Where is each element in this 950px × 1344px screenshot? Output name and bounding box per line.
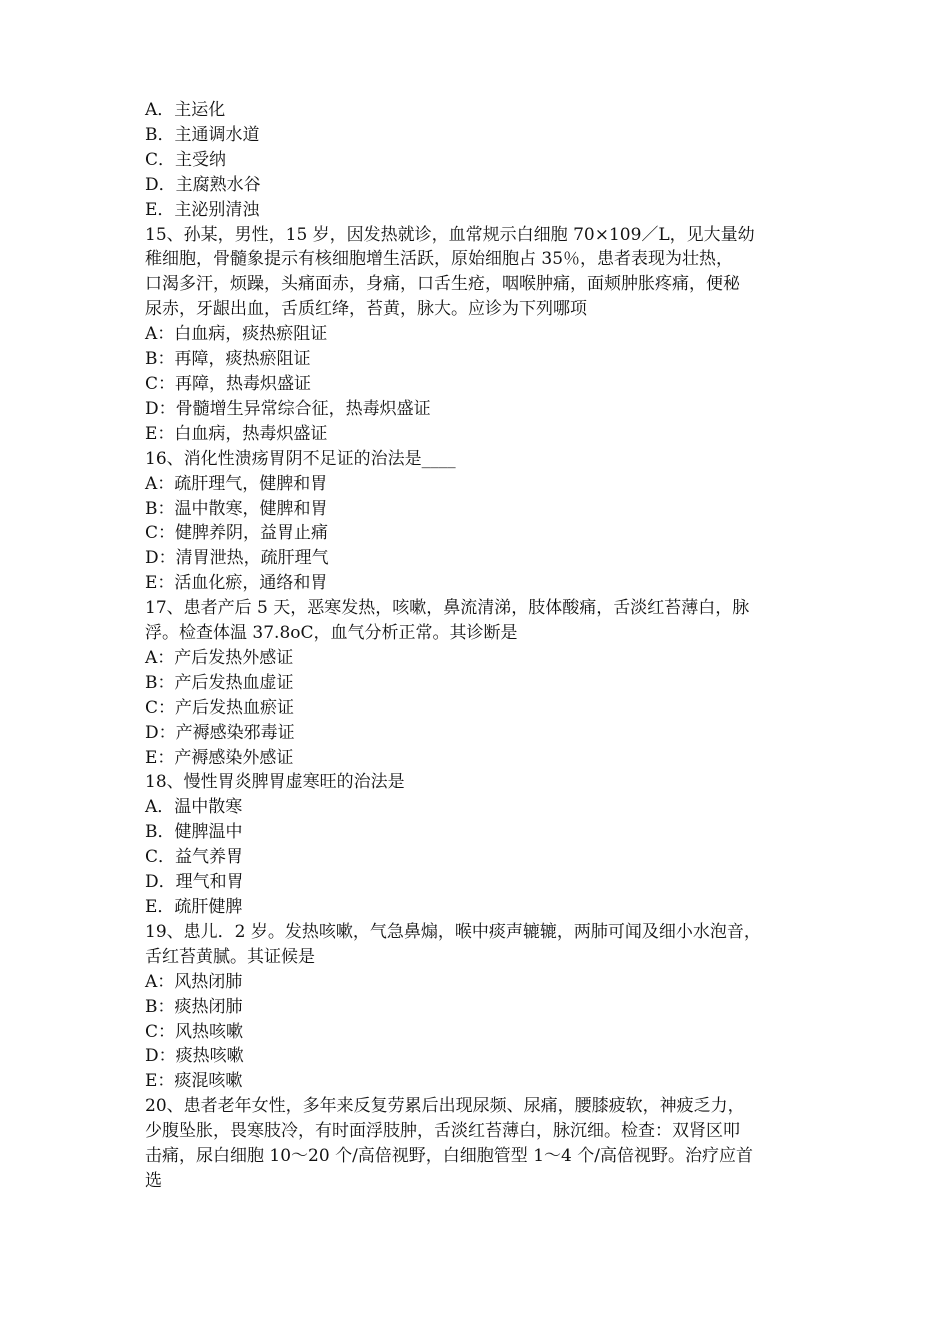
- text-line: 稚细胞，骨髓象提示有核细胞增生活跃，原始细胞占 35％，患者表现为壮热，: [145, 249, 734, 270]
- text-line: D：产褥感染邪毒证: [145, 722, 295, 743]
- text-line: B：产后发热血虚证: [145, 672, 294, 693]
- text-line: C．益气养胃: [145, 847, 244, 868]
- text-line: B：痰热闭肺: [145, 996, 243, 1017]
- text-line: C：产后发热血瘀证: [145, 697, 295, 718]
- text-line: B：再障，痰热瘀阻证: [145, 349, 311, 370]
- text-line: D：骨髓增生异常综合征，热毒炽盛证: [145, 398, 431, 419]
- text-line: 浮。检查体温 37.8oC，血气分析正常。其诊断是: [145, 623, 518, 644]
- text-line: C：风热咳嗽: [145, 1021, 244, 1042]
- text-line: D．主腐熟水谷: [145, 174, 261, 195]
- text-line: E：产褥感染外感证: [145, 747, 294, 768]
- text-line: A．主运化: [145, 100, 226, 120]
- text-line: D：痰热咳嗽: [145, 1046, 244, 1067]
- text-line: B．健脾温中: [145, 822, 243, 843]
- text-line: A：风热闭肺: [145, 971, 243, 992]
- text-line: 17、患者产后 5 天，恶寒发热，咳嗽，鼻流清涕，肢体酸痛，舌淡红苔薄白，脉: [145, 598, 750, 619]
- text-line: C：再障，热毒炽盛证: [145, 373, 312, 394]
- document-body: [145, 98, 817, 1194]
- text-line: C：健脾养阴，益胃止痛: [145, 523, 329, 544]
- text-line: 口渴多汗，烦躁，头痛面赤，身痛，口舌生疮，咽喉肿痛，面颊肿胀疼痛，便秘: [145, 274, 740, 295]
- text-line: A：白血病，痰热瘀阻证: [145, 324, 328, 345]
- text-line: 20、患者老年女性，多年来反复劳累后出现尿频、尿痛，腰膝疲软，神疲乏力，: [145, 1096, 745, 1117]
- text-line: 击痛，尿白细胞 10～20 个/高倍视野，白细胞管型 1～4 个/高倍视野。治疗应首: [145, 1146, 753, 1167]
- text-line: 尿赤，牙龈出血，舌质红绛，苔黄，脉大。应诊为下列哪项: [145, 299, 587, 320]
- text-line: 16、消化性溃疡胃阴不足证的治法是____: [145, 448, 456, 469]
- text-line: 舌红苔黄腻。其证候是: [145, 946, 315, 967]
- text-line: 18、慢性胃炎脾胃虚寒旺的治法是: [145, 772, 405, 793]
- text-line: C．主受纳: [145, 149, 227, 170]
- text-line: 19、患儿．2 岁。发热咳嗽，气急鼻煽，喉中痰声辘辘，两肺可闻及细小水泡音，: [145, 921, 761, 942]
- text-line: E：活血化瘀，通络和胃: [145, 573, 328, 594]
- text-line: A．温中散寒: [145, 797, 243, 818]
- text-line: E：痰混咳嗽: [145, 1071, 243, 1092]
- text-line: E．疏肝健脾: [145, 897, 243, 917]
- text-line: D：清胃泄热，疏肝理气: [145, 548, 329, 569]
- text-line: B：温中散寒，健脾和胃: [145, 498, 328, 519]
- text-line: A：产后发热外感证: [145, 647, 294, 668]
- text-line: 15、孙某，男性，15 岁，因发热就诊，血常规示白细胞 70×109／L，见大量幼: [145, 224, 755, 245]
- text-line: B．主通调水道: [145, 124, 260, 145]
- text-line: 选: [145, 1170, 162, 1191]
- text-line: A：疏肝理气，健脾和胃: [145, 473, 328, 494]
- text-line: E：白血病，热毒炽盛证: [145, 423, 328, 444]
- text-line: 少腹坠胀，畏寒肢冷，有时面浮肢肿，舌淡红苔薄白，脉沉细。检查：双肾区叩: [145, 1121, 740, 1142]
- text-line: E．主泌别清浊: [145, 199, 260, 220]
- text-line: D．理气和胃: [145, 872, 244, 893]
